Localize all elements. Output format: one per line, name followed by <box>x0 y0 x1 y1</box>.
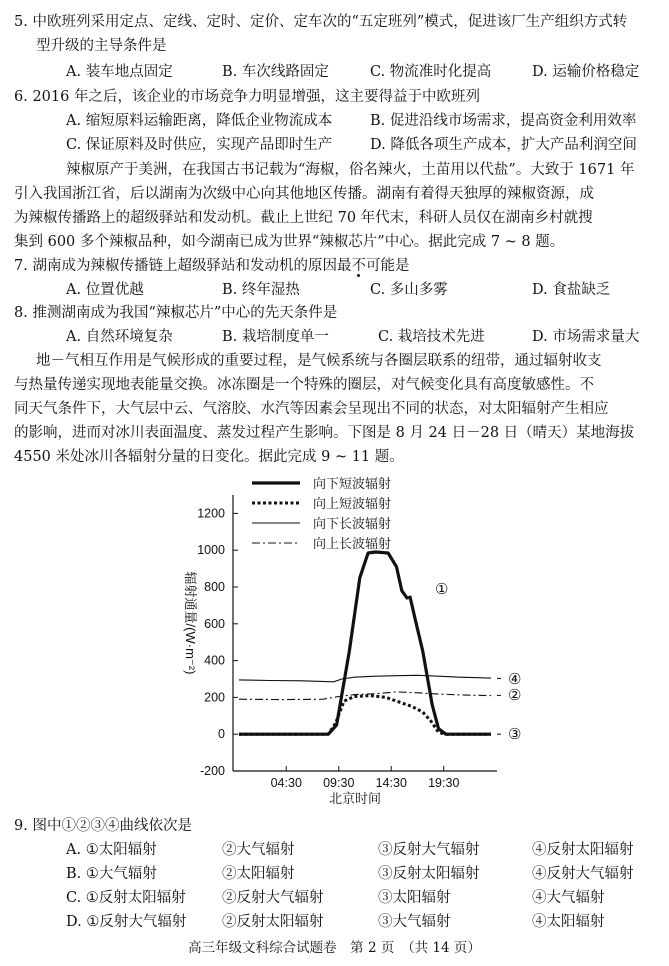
q9-option-c-3: ③太阳辐射 <box>378 890 451 906</box>
page-footer: 高三年级文科综合试题卷 第 2 页 （共 14 页） <box>188 940 481 956</box>
q8-option-c: C. 栽培技术先进 <box>378 329 485 345</box>
q8-option-d: D. 市场需求量大 <box>532 329 640 345</box>
q6-option-c: C. 保证原料及时供应，实现产品即时生产 <box>66 137 333 153</box>
q9-stem: 9. 图中①②③④曲线依次是 <box>14 818 192 834</box>
q7-stem-a: 7. 湖南成为辣椒传播链上超级驿站和发动机的原因最 <box>14 258 352 274</box>
chart-legend <box>252 476 391 551</box>
q9-option-d-3: ③大气辐射 <box>378 914 451 930</box>
passage1-line3: 为辣椒传播路上的超级驿站和发动机。截止上世纪 70 年代末，科研人员仅在湖南乡村就搜 <box>14 210 593 226</box>
q9-option-b-1: B. ①大气辐射 <box>66 866 157 882</box>
passage1-line4: 集到 600 多个辣椒品种，如今湖南已成为世界“辣椒芯片”中心。据此完成 7 ~ 8 题。 <box>14 234 565 250</box>
q7-option-b: B. 终年湿热 <box>222 282 300 298</box>
x-tick-label: 04:30 <box>270 776 302 790</box>
x-tick-label: 14:30 <box>375 776 407 790</box>
passage1-line2: 引入我国浙江省，后以湖南为次级中心向其他地区传播。湖南有着得天独厚的辣椒资源，成 <box>14 186 594 202</box>
y-tick-label: 0 <box>218 727 225 742</box>
q5-stem-line2: 型升级的主导条件是 <box>36 38 167 54</box>
y-tick-label: 600 <box>204 616 225 631</box>
q6-option-b: B. 促进沿线市场需求，提高资金利用效率 <box>370 113 637 129</box>
series-line-3 <box>239 675 491 682</box>
q7-option-d: D. 食盐缺乏 <box>532 282 611 298</box>
x-tick-label: 19:30 <box>428 776 460 790</box>
q7-stem-emphasis: 不 <box>351 258 366 274</box>
passage2-line4: 的影响，进而对冰川表面温度、蒸发过程产生影响。下图是 8 月 24 日－28 日（晴天）某地海拔 <box>14 425 635 441</box>
q9-option-b-3: ③反射太阳辐射 <box>378 866 480 882</box>
curve-marker-2: ④ <box>508 671 522 688</box>
q9-option-c-1: C. ①反射太阳辐射 <box>66 890 186 906</box>
q5-stem-line1: 5. 中欧班列采用定点、定线、定时、定价、定车次的“五定班列”模式，促进该厂生产组织方式转 <box>14 14 628 30</box>
chart-series <box>239 552 491 734</box>
q8-option-b: B. 栽培制度单一 <box>222 329 329 345</box>
q9-option-a-1: A. ①太阳辐射 <box>66 842 157 858</box>
curve-marker-1: ① <box>435 581 449 598</box>
q9-option-b-2: ②太阳辐射 <box>222 866 295 882</box>
q8-stem: 8. 推测湖南成为我国“辣椒芯片”中心的先天条件是 <box>14 305 338 321</box>
legend-label-2: 向上短波辐射 <box>313 496 392 511</box>
q5-option-a: A. 装车地点固定 <box>66 64 173 80</box>
y-tick-label: 1200 <box>197 506 225 521</box>
q6-option-d: D. 降低各项生产成本，扩大产品利润空间 <box>370 137 637 153</box>
legend-label-1: 向下短波辐射 <box>313 476 392 491</box>
q9-option-d-2: ②反射太阳辐射 <box>222 914 324 930</box>
y-tick-label: 400 <box>204 653 225 668</box>
passage2-line3: 同天气条件下，大气层中云、气溶胶、水汽等因素会呈现出不同的状态，对太阳辐射产生相应 <box>14 401 609 417</box>
curve-marker-4: ③ <box>508 726 522 744</box>
q7-stem-c: 可能是 <box>365 258 410 274</box>
y-tick-label: 800 <box>204 580 225 594</box>
q5-option-d: D. 运输价格稳定 <box>532 64 640 80</box>
passage2-line2: 与热量传递实现地表能量交换。冰冻圈是一个特殊的圈层，对气候变化具有高度敏感性。不 <box>14 377 594 393</box>
passage1-line1: 辣椒原产于美洲，在我国古书记载为“海椒，俗名辣火，土苗用以代盐”。大致于 1671 年 <box>66 162 635 178</box>
x-axis-label: 北京时间 <box>328 791 382 805</box>
y-tick-label: 200 <box>204 690 225 705</box>
q9-option-a-4: ④反射太阳辐射 <box>532 842 634 858</box>
q9-option-c-2: ②反射大气辐射 <box>222 890 324 906</box>
q7-option-a: A. 位置优越 <box>66 282 144 298</box>
legend-label-4: 向上长波辐射 <box>313 536 392 551</box>
q6-option-a: A. 缩短原料运输距离，降低企业物流成本 <box>66 113 333 129</box>
curve-marker-3: ② <box>508 687 522 705</box>
q9-option-d-4: ④太阳辐射 <box>532 914 605 930</box>
q9-option-b-4: ④反射大气辐射 <box>532 866 634 882</box>
q9-option-a-2: ②大气辐射 <box>222 842 295 858</box>
legend-label-3: 向下长波辐射 <box>313 516 392 531</box>
series-line-2 <box>239 696 491 735</box>
q6-stem: 6. 2016 年之后，该企业的市场竞争力明显增强，这主要得益于中欧班列 <box>14 89 480 105</box>
radiation-chart <box>0 465 669 805</box>
q8-option-a: A. 自然环境复杂 <box>66 329 173 345</box>
q5-option-b: B. 车次线路固定 <box>222 64 329 80</box>
x-tick-label: 09:30 <box>323 776 355 790</box>
passage2-line1: 地－气相互作用是气候形成的重要过程，是气候系统与各圈层联系的纽带，通过辐射收支 <box>36 353 602 369</box>
y-axis-label: 辐射通量/(W·m⁻²) <box>183 571 198 675</box>
q7-option-c: C. 多山多雾 <box>370 282 448 298</box>
chart-markers <box>435 581 521 743</box>
passage2-line5: 4550 米处冰川各辐射分量的日变化。据此完成 9 ~ 11 题。 <box>14 449 404 465</box>
q5-option-c: C. 物流准时化提高 <box>370 64 492 80</box>
q9-option-c-4: ④大气辐射 <box>532 890 605 906</box>
q7-stem <box>14 256 409 276</box>
y-tick-label: -200 <box>199 764 225 778</box>
series-line-1 <box>239 552 491 734</box>
series-line-4 <box>239 692 491 700</box>
q9-option-d-1: D. ①反射大气辐射 <box>66 914 187 930</box>
q9-option-a-3: ③反射大气辐射 <box>378 842 480 858</box>
y-tick-label: 1000 <box>197 543 225 558</box>
